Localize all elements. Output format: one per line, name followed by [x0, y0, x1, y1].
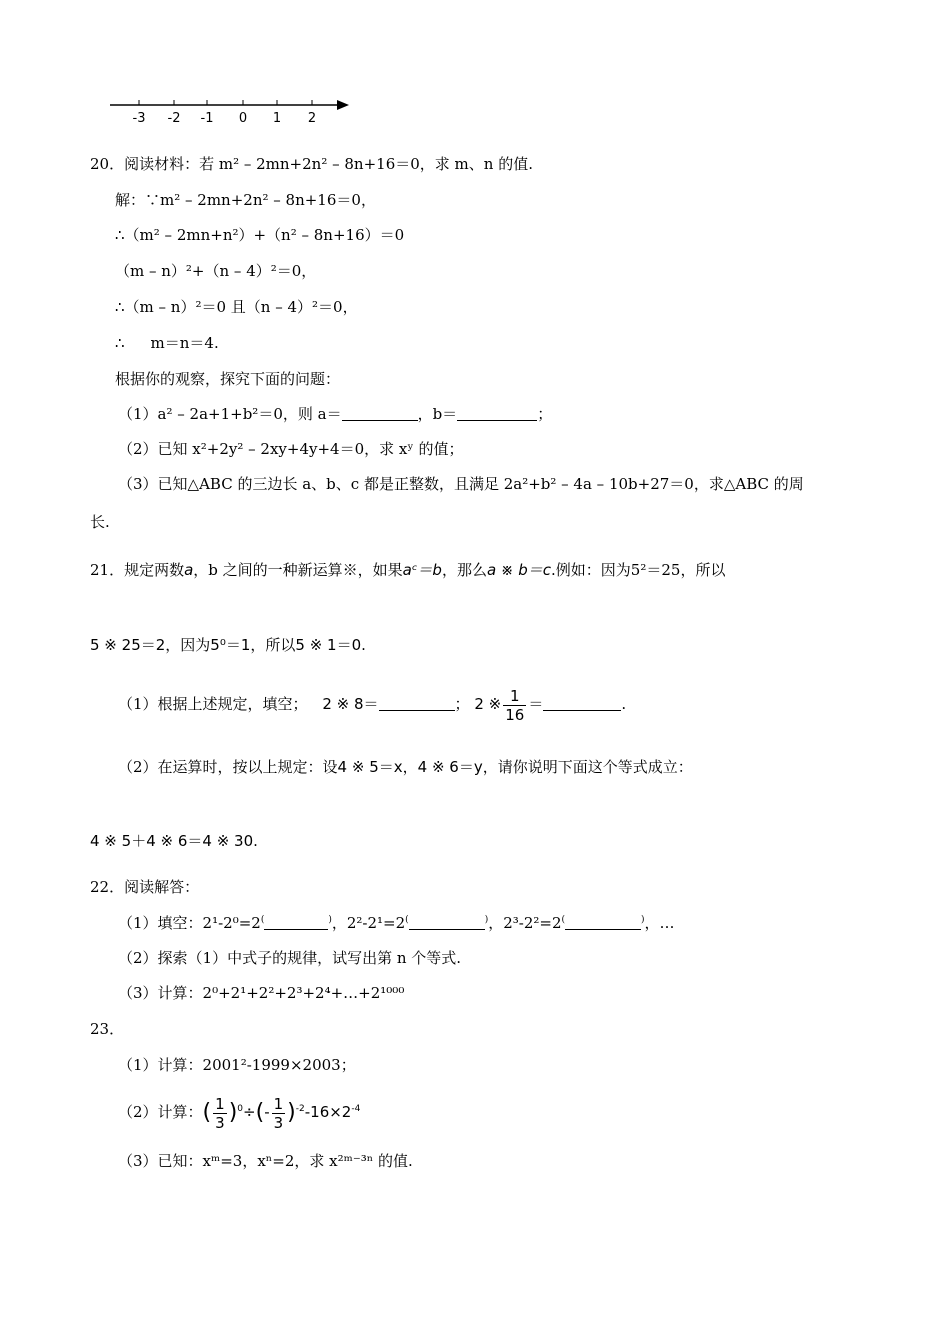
q21-part2-text-b: ，请你说明下面这个等式成立：	[482, 758, 693, 776]
q23-part2: （2）计算：( $\frac{1}{3}$ )$^0$÷(- $\frac{1}{3}$ )$^{-2}-16\times 2^{-4}$	[118, 1094, 361, 1132]
answer-blank-a[interactable]	[342, 405, 418, 421]
q21-part1	[118, 682, 626, 726]
exponent: 0	[237, 1104, 244, 1114]
q21-eq1: aᶜ＝b	[402, 561, 442, 579]
q22-part2: （2）探索（1）中式子的规律，试写出第 n 个等式.	[118, 949, 462, 967]
q21-part1-separator: ；	[454, 695, 470, 713]
q20-step5: m＝n＝4.	[150, 334, 219, 352]
fraction-numerator: 1	[273, 1094, 284, 1113]
q22-part1-text-d: ，…	[644, 914, 675, 932]
answer-blank-e[interactable]	[264, 914, 328, 930]
q21-text-c: ，那么	[441, 561, 487, 579]
q21-part1-expr1: 2 ※ 8＝	[322, 695, 379, 713]
fraction-denominator: 16	[505, 705, 525, 724]
answer-blank-b[interactable]	[457, 405, 537, 421]
exponent: -4	[351, 1104, 361, 1114]
answer-blank-d[interactable]	[543, 695, 621, 711]
q23-part2-label: （2）计算：	[118, 1103, 203, 1121]
q20-step3: （m – n）²+（n – 4）²＝0，	[115, 262, 317, 280]
tick-label: 0	[238, 111, 248, 126]
answer-blank-c[interactable]	[379, 695, 455, 711]
answer-blank-f[interactable]	[409, 914, 485, 930]
q22-part1-text-a: （1）填空：2¹-2⁰=2	[118, 914, 261, 932]
q20-step4: ∴（m – n）²＝0 且（n – 4）²＝0，	[115, 298, 358, 316]
paren-blank[interactable]: ( )	[562, 914, 645, 932]
q20-solution-label: 解：	[115, 191, 146, 209]
tick-label: 1	[272, 111, 282, 126]
tick-label: -3	[132, 111, 146, 126]
q21-text-a: 21．规定两数	[90, 561, 185, 579]
division-sign: ÷	[243, 1103, 256, 1121]
q20-step5-line	[115, 333, 219, 353]
q21-part2-expr1: 4 ※ 5＝x	[337, 758, 403, 776]
q22-part3: （3）计算：2⁰+2¹+2²+2³+2⁴+…+2¹⁰⁰⁰	[118, 984, 405, 1002]
q21-part2	[118, 757, 693, 777]
q21-part2-comma: ，	[402, 758, 418, 776]
paren-blank[interactable]: ( )	[261, 914, 332, 932]
q20-intro: 根据你的观察，探究下面的问题：	[115, 370, 341, 388]
q20-therefore-symbol: ∴	[115, 334, 125, 352]
q20-step2: ∴（m² – 2mn+n²）+（n² – 8n+16）＝0	[115, 226, 405, 244]
q21-part1-equals: ＝	[528, 695, 544, 713]
fraction-denominator: 3	[215, 1113, 225, 1132]
q22-part1-text-c: ，2³-2²=2	[488, 914, 562, 932]
tick-label: -1	[200, 111, 214, 126]
tick-label: -2	[167, 111, 181, 126]
q20-title: 20．阅读材料：若 m² – 2mn+2n² – 8n+16＝0，求 m、n 的值.	[90, 155, 533, 173]
q21-part1-end: .	[621, 695, 627, 713]
q23-part3: （3）已知：xᵐ=3，xⁿ=2，求 x²ᵐ⁻³ⁿ 的值.	[118, 1152, 413, 1170]
q22-title: 22．阅读解答：	[90, 878, 200, 896]
q20-part1-end: ；	[537, 405, 553, 423]
fraction-1-16	[503, 687, 526, 724]
q21-part2-text-a: （2）在运算时，按以上规定：设	[118, 758, 338, 776]
exponent: -2	[295, 1104, 305, 1114]
fraction-1-3	[272, 1095, 286, 1132]
number-line	[105, 90, 355, 130]
q22-part1	[118, 913, 675, 933]
q20-part1-text-b: ，b＝	[417, 405, 458, 423]
fraction-numerator: 1	[215, 1094, 225, 1113]
q23-part2-tail: -16×2	[304, 1103, 352, 1121]
number-line-arrow	[337, 100, 349, 110]
fraction-1-3	[213, 1095, 227, 1132]
q22-part1-text-b: ，2²-2¹=2	[331, 914, 406, 932]
q21-eq2: a ※ b＝c	[486, 561, 552, 579]
q21-text-d: .例如：因为5²＝25，所以	[551, 561, 726, 579]
q21-part1-label: （1）根据上述规定，填空；	[118, 695, 308, 713]
q21-text-b: ，b 之间的一种新运算※，如果	[193, 561, 403, 579]
q23-part1: （1）计算：2001²-1999×2003；	[118, 1056, 356, 1074]
q20-step1-line	[115, 190, 376, 210]
tick-label: 2	[307, 111, 317, 126]
q21-part1-expr2: 2 ※	[474, 695, 502, 713]
q20-part3: （3）已知△ABC 的三边长 a、b、c 都是正整数，且满足 2a²+b² – 4a – 10b+27＝0，求△ABC 的周	[118, 475, 804, 493]
q20-part2: （2）已知 x²+2y² – 2xy+4y+4＝0，求 xʸ 的值；	[118, 440, 464, 458]
fraction-numerator: 1	[503, 687, 526, 706]
q20-part3-continued: 长.	[90, 513, 110, 531]
minus-sign: -	[264, 1103, 270, 1121]
q23-title: 23．	[90, 1020, 125, 1038]
q20-part1-text-a: （1）a² – 2a+1+b²＝0，则 a＝	[118, 405, 342, 423]
q20-step1: ∵m² – 2mn+2n² – 8n+16＝0，	[145, 191, 376, 209]
paren-blank[interactable]: ( )	[405, 914, 488, 932]
q21-var-a: a	[184, 561, 194, 579]
q21-line2: 5 ※ 25＝2，因为5⁰＝1，所以5 ※ 1＝0.	[90, 636, 366, 654]
q21-part2-equation: 4 ※ 5＋4 ※ 6＝4 ※ 30.	[90, 832, 258, 850]
fraction-denominator: 3	[273, 1113, 284, 1132]
answer-blank-g[interactable]	[565, 914, 641, 930]
q21-part2-expr2: 4 ※ 6＝y	[417, 758, 483, 776]
q20-part1	[118, 404, 552, 424]
q21-line1	[90, 560, 725, 580]
